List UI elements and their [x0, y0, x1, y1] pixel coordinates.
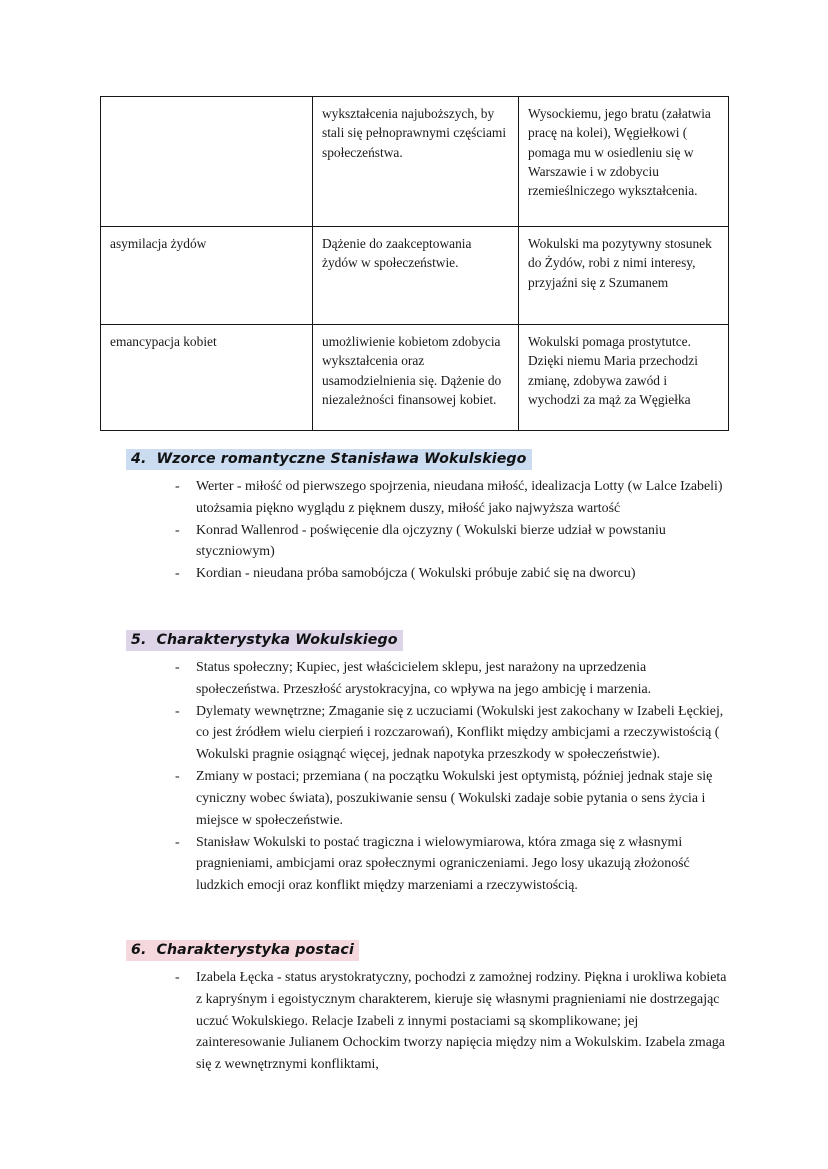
table-cell-przyklad: Wokulski ma pozytywny stosunek do Żydów, robi z nimi interesy, przyjaźni się z Szumanem	[519, 227, 729, 325]
list-item	[175, 520, 731, 564]
list-item-text: Werter - miłość od pierwszego spojrzenia, nieudana miłość, idealizacja Lotty (w Lalce Izabeli) utożsamia piękno wyglądu z pięknem duszy, miłość jako najwyższa wartość	[196, 479, 723, 516]
section-4-bullet-list	[175, 476, 731, 585]
table-row	[101, 325, 729, 431]
table-cell-haslo: asymilacja żydów	[101, 227, 313, 325]
section-number-6: 6.	[131, 942, 147, 958]
section-number-5: 5.	[131, 632, 147, 648]
bullet-dash: -	[175, 769, 180, 785]
section-6-bullet-list	[175, 967, 731, 1076]
section-title-4: Wzorce romantyczne Stanisława Wokulskiego	[156, 451, 527, 467]
section-heading-5	[126, 630, 403, 651]
bullet-dash: -	[175, 703, 180, 719]
list-item-text: Kordian - nieudana próba samobójcza ( Wokulski próbuje zabić się na dworcu)	[196, 566, 636, 582]
list-item	[175, 832, 731, 897]
list-item-text: Status społeczny; Kupiec, jest właścicielem sklepu, jest narażony na uprzedzenia społeczeństwa. Przeszłość arystokracyjna, co wpływa na jego ambicję i marzenia.	[196, 660, 652, 697]
table-row	[101, 227, 729, 325]
bullet-dash: -	[175, 970, 180, 985]
list-item-text: Stanisław Wokulski to postać tragiczna i wielowymiarowa, która zmaga się z własnymi pragnieniami, ambicjami oraz społecznymi ograniczeniami. Jego losy ukazują złożoność ludzkich emocji oraz konflikt między marzeniami a rzeczywistością.	[196, 834, 690, 894]
section-number-4: 4.	[131, 451, 147, 467]
table-cell-przyklad: Wokulski pomaga prostytutce. Dzięki niemu Maria przechodzi zmianę, zdobywa zawód i wychodzi za mąż za Węgiełka	[519, 325, 729, 431]
list-item-text: Izabela Łęcka - status arystokratyczny, pochodzi z zamożnej rodziny. Piękna i urokliwa kobieta z kapryśnym i egoistycznym charakterem, kieruje się własnymi pragnieniami nie dostrzegając uczuć Wokulskiego. Relacje Izabeli z innymi postaciami są skomplikowane; jej zainteresowanie Julianem Ochockim tworzy napięcia między nim a Wokulskim. Izabela zmaga się z wewnętrznymi konfliktami,	[196, 970, 727, 1073]
section-heading-6-text	[126, 940, 359, 961]
section-heading-4	[126, 449, 532, 470]
section-5-bullet-list	[175, 657, 731, 897]
section-title-5: Charakterystyka Wokulskiego	[156, 632, 398, 648]
list-item-text: Konrad Wallenrod - poświęcenie dla ojczyzny ( Wokulski bierze udział w powstaniu styczniowym)	[196, 522, 666, 560]
list-item-text: Zmiany w postaci; przemiana ( na początku Wokulski jest optymistą, później jednak staje się cyniczny wobec świata), poszukiwanie sensu ( Wokulski zadaje sobie pytania o sens życia i miejsce w społeczeństwie.	[196, 769, 713, 828]
bullet-dash: -	[175, 660, 180, 675]
section-heading-5-text	[126, 630, 403, 651]
pozytywistyczne-hasla-table	[100, 96, 729, 431]
list-item-text: Dylematy wewnętrzne; Zmaganie się z uczuciami (Wokulski jest zakochany w Izabeli Łęckiej, co jest źródłem wielu cierpień i rozczarowań), Konflikt między ambicjami a rzeczywistością ( Wokulski pragnie osiągnąć więcej, jednak napotyka przeszkody w społeczeństwie).	[196, 703, 724, 763]
bullet-dash: -	[175, 479, 180, 494]
table-cell-opis: wykształcenia najuboższych, by stali się pełnoprawnymi częściami społeczeństwa.	[313, 97, 519, 227]
table-row	[101, 97, 729, 227]
list-item	[175, 563, 731, 585]
list-item	[175, 476, 731, 520]
section-title-6: Charakterystyka postaci	[156, 942, 354, 958]
list-item	[175, 766, 731, 831]
table-cell-opis: Dążenie do zaakceptowania żydów w społeczeństwie.	[313, 227, 519, 325]
section-heading-4-text	[126, 449, 532, 470]
list-item	[175, 701, 731, 766]
table-cell-haslo: emancypacja kobiet	[101, 325, 313, 431]
section-heading-6	[126, 940, 359, 961]
table-cell-haslo	[101, 97, 313, 227]
bullet-dash: -	[175, 834, 180, 850]
list-item	[175, 657, 731, 701]
list-item	[175, 967, 731, 1076]
table-cell-przyklad: Wysockiemu, jego bratu (załatwia pracę na kolei), Węgiełkowi ( pomaga mu w osiedleniu się w Warszawie i w zdobyciu rzemieślniczego wykształcenia.	[519, 97, 729, 227]
table-cell-opis: umożliwienie kobietom zdobycia wykształcenia oraz usamodzielnienia się. Dążenie do niezależności finansowej kobiet.	[313, 325, 519, 431]
bullet-dash: -	[175, 522, 180, 538]
bullet-dash: -	[175, 566, 180, 582]
